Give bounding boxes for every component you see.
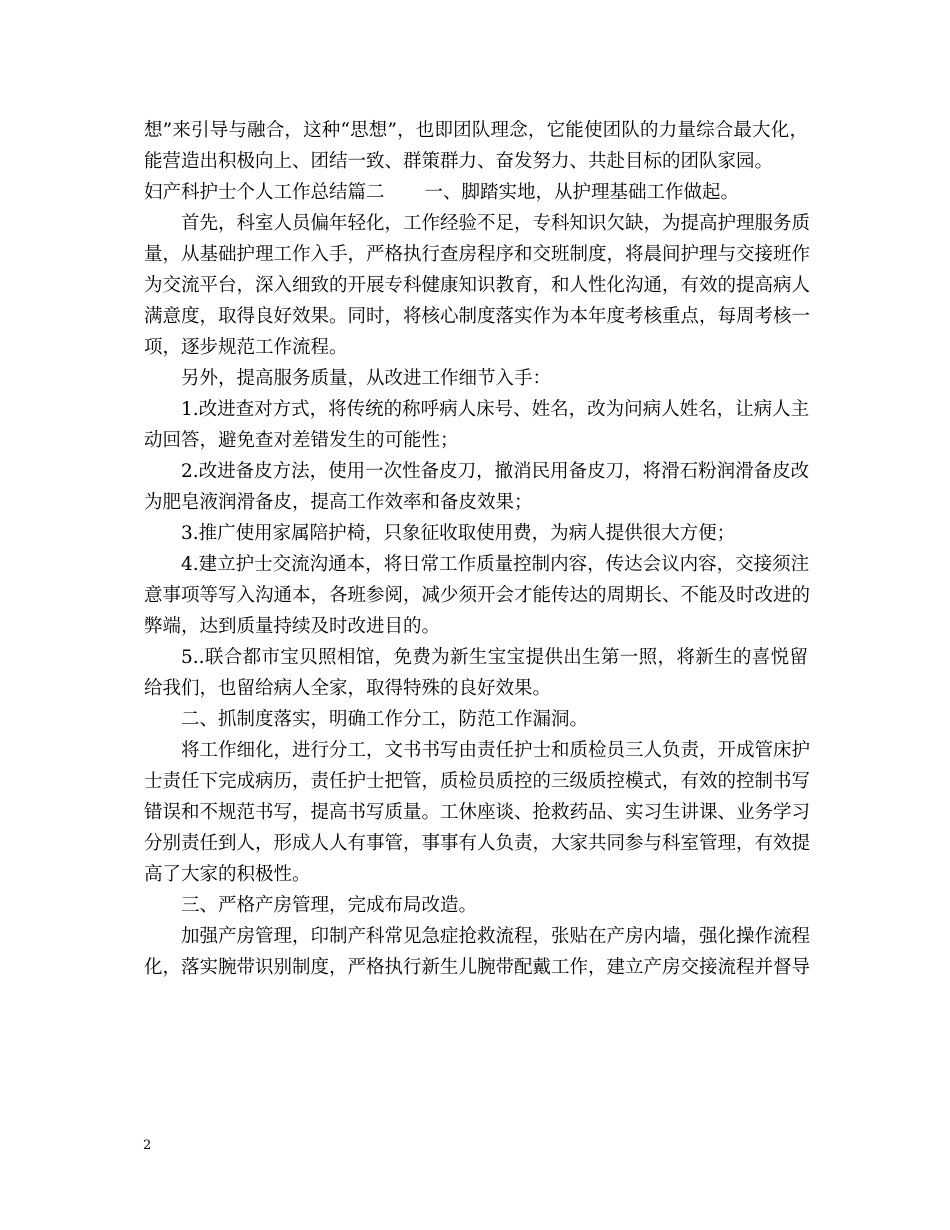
text-line: 为肥皂液润滑备皮，提高工作效率和备皮效果； (144, 492, 533, 513)
text-line: 给我们，也留给病人全家，取得特殊的良好效果。 (144, 678, 552, 699)
article-subtitle: 妇产科护士个人工作总结篇二 (144, 182, 385, 203)
text-line: 项，逐步规范工作流程。 (144, 337, 348, 358)
document-body (144, 115, 811, 983)
paragraph-first-line: 首先，科室人员偏年轻化，工作经验不足，专科知识欠缺，为提高护理服务质 (181, 213, 811, 234)
text-line: 满意度，取得良好效果。同时，将核心制度落实作为本年度考核重点，每周考核一 (144, 306, 811, 327)
section-heading: 三、严格产房管理，完成布局改造。 (181, 895, 478, 916)
text-line: 想”来引导与融合，这种“思想”，也即团队理念，它能使团队的力量综合最大化， (144, 120, 808, 141)
text-line: 意事项等写入沟通本，各班参阅，减少须开会才能传达的周期长、不能及时改进的 (144, 585, 811, 606)
section-heading: 二、抓制度落实，明确工作分工，防范工作漏洞。 (181, 709, 589, 730)
list-item-line: 4.建立护士交流沟通本，将日常工作质量控制内容，传达会议内容，交接须注 (181, 554, 810, 575)
list-item-line: 3.推广使用家属陪护椅，只象征收取使用费，为病人提供很大方便； (181, 523, 736, 544)
section-heading-line (144, 177, 808, 208)
list-item-line: 1.改进查对方式，将传统的称呼病人床号、姓名，改为问病人姓名，让病人主 (181, 399, 810, 420)
list-item-line: 2.改进备皮方法，使用一次性备皮刀，撤消民用备皮刀，将滑石粉润滑备皮改 (181, 461, 810, 482)
text-line: 能营造出积极向上、团结一致、群策群力、奋发努力、共赴目标的团队家园。 (144, 151, 774, 172)
text-line: 士责任下完成病历，责任护士把管，质检员质控的三级质控模式，有效的控制书写 (144, 771, 811, 792)
text-line: 化，落实腕带识别制度，严格执行新生儿腕带配戴工作，建立产房交接流程并督导 (144, 957, 811, 978)
list-item-line: 5..联合都市宝贝照相馆，免费为新生宝宝提供出生第一照，将新生的喜悦留 (181, 647, 808, 668)
page-number: 2 (143, 1138, 152, 1153)
paragraph-first-line: 加强产房管理，印制产科常见急症抢救流程，张贴在产房内墙，强化操作流程 (181, 926, 811, 947)
text-line: 动回答，避免查对差错发生的可能性； (144, 430, 459, 451)
text-line: 量，从基础护理工作入手，严格执行查房程序和交班制度，将晨间护理与交接班作 (144, 244, 811, 265)
text-line: 为交流平台，深入细致的开展专科健康知识教育，和人性化沟通，有效的提高病人 (144, 275, 811, 296)
paragraph-first-line: 将工作细化，进行分工，文书书写由责任护士和质检员三人负责，开成管床护 (181, 740, 811, 761)
text-line: 分别责任到人，形成人人有事管，事事有人负责，大家共同参与科室管理，有效提 (144, 833, 811, 854)
text-line: 高了大家的积极性。 (144, 864, 311, 885)
text-line: 弊端，达到质量持续及时改进目的。 (144, 616, 441, 637)
text-line: 错误和不规范书写，提高书写质量。工休座谈、抢救药品、实习生讲课、业务学习 (144, 802, 811, 823)
section-heading: 一、脚踏实地，从护理基础工作做起。 (424, 182, 740, 203)
paragraph-first-line: 另外，提高服务质量，从改进工作细节入手： (181, 368, 552, 389)
